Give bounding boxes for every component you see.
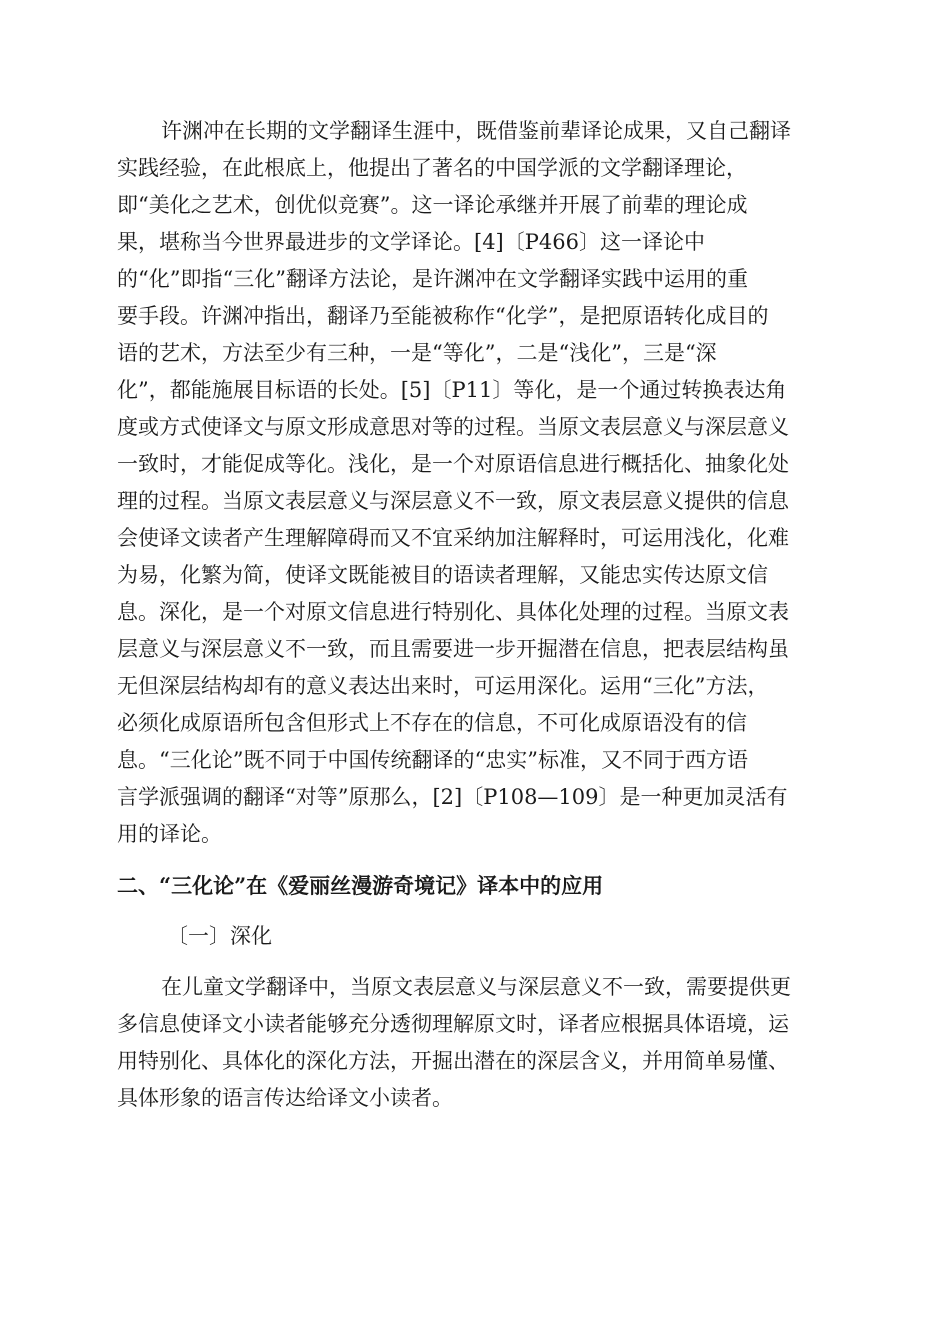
text-line: 必须化成原语所包含但形式上不存在的信息，不可化成原语没有的信 [117, 711, 747, 735]
text-line: 无但深层结构却有的意义表达出来时，可运用深化。运用“三化”方法， [117, 674, 769, 698]
paragraph-sanhua-theory [117, 113, 833, 853]
text-line: 度或方式使译文与原文形成意思对等的过程。当原文表层意义与深层意义 [117, 415, 789, 439]
text-line: 要手段。许渊冲指出，翻译乃至能被称作“化学”，是把原语转化成目的 [117, 304, 769, 328]
subsection-heading: 〔一〕深化 [167, 924, 272, 948]
document-page [117, 113, 833, 1117]
text-line: 理的过程。当原文表层意义与深层意义不一致，原文表层意义提供的信息 [117, 489, 789, 513]
text-line: 在儿童文学翻译中，当原文表层意义与深层意义不一致，需要提供更 [161, 975, 791, 999]
text-line: 言学派强调的翻译“对等”原那么，[2]〔P108—109〕是一种更加灵活有 [117, 785, 788, 809]
text-line: 具体形象的语言传达给译文小读者。 [117, 1086, 453, 1110]
text-line: 即“美化之艺术，创优似竞赛”。这一译论承继并开展了前辈的理论成 [117, 193, 748, 217]
section-heading: 二、“三化论”在《爱丽丝漫游奇境记》译本中的应用 [117, 873, 604, 898]
text-line: 用特别化、具体化的深化方法，开掘出潜在的深层含义，并用简单易懂、 [117, 1049, 789, 1073]
text-line: 息。“三化论”既不同于中国传统翻译的“忠实”标准，又不同于西方语 [117, 748, 748, 772]
text-line: 许渊冲在长期的文学翻译生涯中，既借鉴前辈译论成果，又自己翻译 [161, 119, 791, 143]
text-line: 层意义与深层意义不一致，而且需要进一步开掘潜在信息，把表层结构虽 [117, 637, 789, 661]
text-line: 一致时，才能促成等化。浅化，是一个对原语信息进行概括化、抽象化处 [117, 452, 789, 476]
text-line: 果，堪称当今世界最进步的文学译论。[4]〔P466〕这一译论中 [117, 230, 705, 254]
text-line: 化”，都能施展目标语的长处。[5]〔P11〕等化，是一个通过转换表达角 [117, 378, 787, 402]
text-line: 会使译文读者产生理解障碍而又不宜采纳加注解释时，可运用浅化，化难 [117, 526, 789, 550]
text-line: 为易，化繁为简，使译文既能被目的语读者理解，又能忠实传达原文信 [117, 563, 768, 587]
text-line: 用的译论。 [117, 822, 222, 846]
text-line: 多信息使译文小读者能够充分透彻理解原文时，译者应根据具体语境，运 [117, 1012, 789, 1036]
text-line: 的“化”即指“三化”翻译方法论，是许渊冲在文学翻译实践中运用的重 [117, 267, 748, 291]
text-line: 实践经验，在此根底上，他提出了著名的中国学派的文学翻译理论， [117, 156, 747, 180]
text-line: 息。深化，是一个对原文信息进行特别化、具体化处理的过程。当原文表 [117, 600, 789, 624]
paragraph-deepening [117, 969, 833, 1117]
text-line: 语的艺术，方法至少有三种，一是“等化”，二是“浅化”，三是“深 [117, 341, 717, 365]
